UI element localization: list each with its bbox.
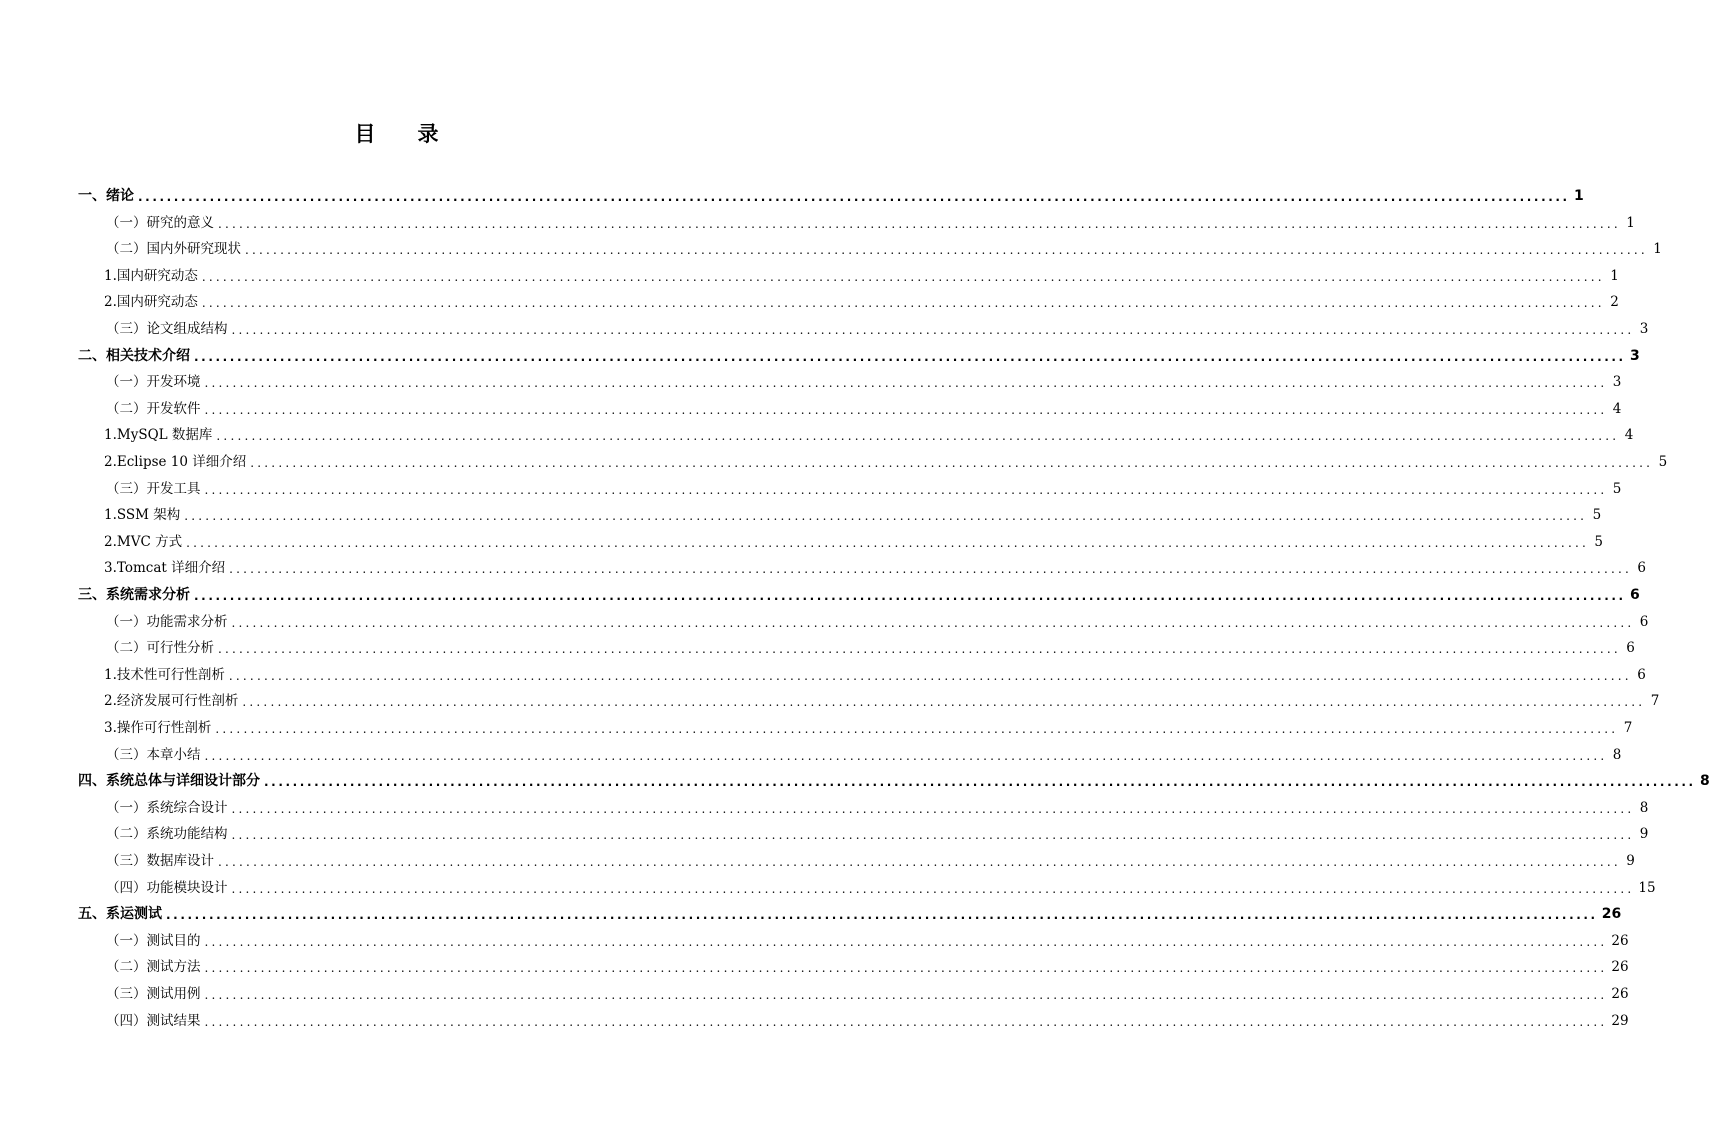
toc-entry-number: 2. (104, 533, 117, 550)
toc-entry-number: 2. (104, 693, 117, 710)
toc-entry[interactable] (106, 231, 1662, 258)
toc-entry-title: 可行性分析 (146, 640, 214, 657)
toc-entry[interactable] (104, 417, 1634, 444)
toc-entry-page: 6 (1639, 613, 1649, 630)
toc-entry[interactable] (106, 816, 1649, 843)
toc-entry-page: 4 (1612, 400, 1622, 417)
toc-leader-dots: ........................................................................................................................................................................................................ (166, 908, 1598, 923)
page-title: 目 录 (354, 122, 439, 146)
toc-entry[interactable] (106, 205, 1635, 231)
toc-leader-dots: ........................................................................................................................................................................................................ (231, 323, 1635, 337)
toc-entry-number: （二） (106, 959, 147, 976)
toc-entry-number: （二） (106, 826, 147, 843)
toc-entry-page: 9 (1639, 826, 1649, 843)
toc-entry[interactable] (106, 391, 1622, 417)
toc-entry-number: （三） (106, 480, 147, 497)
toc-entry[interactable] (106, 843, 1635, 869)
toc-entry-number: 1. (104, 427, 117, 444)
toc-entry-title: 开发软件 (146, 400, 201, 417)
toc-entry[interactable] (104, 497, 1602, 524)
toc-entry-page: 3 (1629, 347, 1640, 364)
toc-entry-number: 三、 (78, 587, 106, 603)
toc-entry-number: （二） (106, 241, 147, 258)
toc-entry-page: 8 (1612, 746, 1622, 763)
toc-leader-dots: ........................................................................................................................................................................................................ (204, 988, 1608, 1002)
toc-leader-dots: ........................................................................................................................................................................................................ (218, 855, 1621, 869)
toc-entry-title: 国内研究动态 (116, 267, 198, 284)
toc-entry-title: 测试用例 (146, 986, 201, 1002)
toc-entry-title: 操作可行性剖析 (116, 720, 212, 736)
toc-entry-number: 1. (104, 666, 117, 683)
toc-leader-dots: ........................................................................................................................................................................................................ (194, 349, 1626, 364)
toc-entry-title: Tomcat 详细介绍 (116, 560, 226, 577)
toc-entry-title: 研究的意义 (146, 214, 214, 231)
toc-entry-number: 2. (104, 454, 117, 470)
toc-entry[interactable] (106, 737, 1622, 763)
toc-entry-title: 系统总体与详细设计部分 (106, 773, 260, 790)
toc-entry-title: 数据库设计 (146, 853, 214, 869)
toc-entry[interactable] (106, 630, 1635, 657)
toc-leader-dots: ........................................................................................................................................................................................................ (218, 642, 1621, 657)
toc-leader-dots: ........................................................................................................................................................................................................ (218, 216, 1621, 231)
toc-entry-number: （三） (106, 746, 147, 763)
toc-entry-page: 3 (1612, 374, 1622, 391)
toc-entry[interactable] (106, 311, 1649, 337)
toc-entry-page: 15 (1638, 879, 1656, 896)
toc-leader-dots: ........................................................................................................................................................................................................ (186, 535, 1589, 550)
toc-entry-title: 开发工具 (146, 480, 201, 497)
toc-leader-dots: ........................................................................................................................................................................................................ (204, 961, 1608, 976)
toc-entry-number: 二、 (78, 347, 106, 364)
toc-entry[interactable] (106, 471, 1622, 497)
toc-leader-dots: ........................................................................................................................................................................................................ (231, 615, 1635, 630)
toc-leader-dots: ........................................................................................................................................................................................................ (216, 429, 1620, 444)
toc-entry-title: 系统需求分析 (106, 587, 190, 603)
toc-entry[interactable] (106, 1003, 1629, 1029)
toc-entry-page: 6 (1637, 666, 1646, 683)
toc-entry-page: 1 (1610, 267, 1619, 284)
toc-entry[interactable] (106, 604, 1649, 630)
toc-entry-page: 6 (1637, 560, 1646, 577)
toc-entry-page: 1 (1573, 188, 1584, 204)
toc-entry[interactable] (106, 870, 1656, 896)
toc-entry[interactable] (104, 258, 1619, 284)
toc-entry-title: MVC 方式 (116, 533, 183, 550)
toc-entry[interactable] (104, 524, 1603, 550)
toc-entry-title: 国内外研究现状 (146, 241, 241, 258)
toc-entry[interactable] (104, 550, 1646, 577)
toc-entry-page: 8 (1639, 799, 1649, 816)
toc-entry-number: （一） (106, 214, 147, 231)
toc-entry-page: 9 (1626, 853, 1635, 869)
toc-leader-dots: ........................................................................................................................................................................................................ (245, 243, 1648, 258)
toc-entry-title: 技术性可行性剖析 (116, 666, 225, 683)
toc-entry-number: （一） (106, 613, 147, 630)
toc-entry-number: 3. (104, 720, 117, 736)
toc-leader-dots: ........................................................................................................................................................................................................ (204, 376, 1608, 391)
toc-entry-title: 测试结果 (146, 1012, 201, 1029)
toc-leader-dots: ........................................................................................................................................................................................................ (228, 668, 1632, 683)
toc-entry-page: 2 (1610, 294, 1619, 311)
toc-entry-title: SSM 架构 (116, 507, 181, 524)
toc-entry-page: 7 (1650, 693, 1660, 710)
toc-leader-dots: ........................................................................................................................................................................................................ (138, 190, 1570, 204)
toc-entry-title: 相关技术介绍 (106, 347, 190, 364)
toc-entry-page: 5 (1612, 480, 1622, 497)
toc-leader-dots: ........................................................................................................................................................................................................ (194, 589, 1626, 603)
toc-leader-dots: ........................................................................................................................................................................................................ (264, 775, 1696, 790)
toc-entry-title: MySQL 数据库 (116, 427, 213, 444)
toc-entry-number: （四） (106, 1012, 147, 1029)
toc-entry-number: （三） (106, 986, 147, 1002)
toc-entry-title: 测试目的 (146, 932, 201, 949)
toc-entry[interactable] (106, 976, 1629, 1002)
toc-entry-page: 26 (1611, 932, 1629, 949)
toc-entry[interactable] (104, 284, 1619, 311)
toc-entry-title: 功能需求分析 (146, 613, 228, 630)
toc-leader-dots: ........................................................................................................................................................................................................ (204, 748, 1608, 763)
toc-entry-number: （二） (106, 640, 147, 657)
toc-entry[interactable] (104, 710, 1633, 736)
toc-entry[interactable] (106, 949, 1629, 976)
toc-entry[interactable] (104, 444, 1668, 470)
toc-entry-page: 6 (1629, 587, 1640, 603)
toc-entry-title: 系运测试 (106, 906, 162, 923)
toc-entry-page: 5 (1592, 507, 1602, 524)
toc-entry-title: 测试方法 (146, 959, 201, 976)
toc-entry-page: 5 (1658, 454, 1668, 470)
toc-leader-dots: ........................................................................................................................................................................................................ (201, 296, 1605, 311)
toc-entry-title: 论文组成结构 (146, 321, 228, 337)
toc-entry[interactable] (78, 178, 1584, 204)
toc-entry[interactable] (78, 577, 1640, 603)
toc-entry-number: （二） (106, 400, 147, 417)
toc-entry-title: 国内研究动态 (116, 294, 198, 311)
toc-entry-number: （一） (106, 799, 147, 816)
toc-entry-page: 5 (1594, 533, 1603, 550)
toc-leader-dots: ........................................................................................................................................................................................................ (215, 722, 1619, 736)
toc-entry-page: 1 (1653, 241, 1662, 258)
toc-entry-number: （四） (106, 879, 147, 896)
toc-entry[interactable] (106, 790, 1649, 816)
toc-entry-page: 1 (1626, 214, 1635, 231)
toc-leader-dots: ........................................................................................................................................................................................................ (250, 456, 1654, 470)
toc-leader-dots: ........................................................................................................................................................................................................ (229, 562, 1632, 577)
toc-entry-title: 开发环境 (146, 374, 201, 391)
toc-entry-number: （一） (106, 374, 147, 391)
toc-entry-number: 3. (104, 560, 117, 577)
toc-entry[interactable] (104, 657, 1646, 683)
toc-entry-page: 4 (1624, 427, 1634, 444)
toc-leader-dots: ........................................................................................................................................................................................................ (242, 695, 1646, 710)
toc-entry-number: 五、 (78, 906, 106, 923)
toc-leader-dots: ........................................................................................................................................................................................................ (201, 269, 1605, 284)
toc-entry[interactable] (104, 683, 1660, 710)
toc-entry-title: 功能模块设计 (146, 879, 228, 896)
toc-entry-title: 经济发展可行性剖析 (116, 693, 239, 710)
toc-leader-dots: ........................................................................................................................................................................................................ (204, 482, 1608, 497)
toc-entry-number: 四、 (78, 773, 106, 790)
toc-entry-number: 一、 (78, 188, 106, 204)
toc-entry[interactable] (106, 923, 1629, 949)
toc-leader-dots: ........................................................................................................................................................................................................ (231, 828, 1635, 843)
toc-entry-page: 26 (1611, 986, 1629, 1002)
toc-entry-number: （三） (106, 321, 147, 337)
toc-entry-page: 8 (1699, 773, 1710, 790)
toc-entry-number: 1. (104, 267, 117, 284)
toc-entry-page: 29 (1611, 1012, 1629, 1029)
toc-leader-dots: ........................................................................................................................................................................................................ (204, 934, 1608, 949)
toc-entry-title: Eclipse 10 详细介绍 (116, 454, 247, 470)
toc-entry-page: 26 (1611, 959, 1629, 976)
toc-entry-title: 绪论 (106, 188, 134, 204)
toc-entry-number: （三） (106, 853, 147, 869)
toc-entry-number: 2. (104, 294, 117, 311)
toc-entry[interactable] (78, 896, 1622, 923)
toc-entry-title: 系统功能结构 (146, 826, 228, 843)
toc-entry-title: 本章小结 (146, 746, 201, 763)
toc-leader-dots: ........................................................................................................................................................................................................ (184, 509, 1588, 524)
toc-entry-page: 7 (1623, 720, 1633, 736)
toc-entry-page: 6 (1626, 640, 1635, 657)
toc-entry-page: 3 (1639, 321, 1649, 337)
toc-leader-dots: ........................................................................................................................................................................................................ (204, 402, 1608, 417)
toc-leader-dots: ........................................................................................................................................................................................................ (204, 1014, 1608, 1029)
toc-entry-title: 系统综合设计 (146, 799, 228, 816)
toc-entry-number: 1. (104, 507, 117, 524)
toc-entry-page: 26 (1601, 906, 1622, 923)
toc-entry-number: （一） (106, 932, 147, 949)
toc-entry[interactable] (106, 364, 1622, 391)
toc-leader-dots: ........................................................................................................................................................................................................ (231, 801, 1635, 816)
toc-leader-dots: ........................................................................................................................................................................................................ (231, 881, 1635, 896)
toc-entry[interactable] (78, 763, 1710, 790)
toc-entry[interactable] (78, 338, 1640, 364)
